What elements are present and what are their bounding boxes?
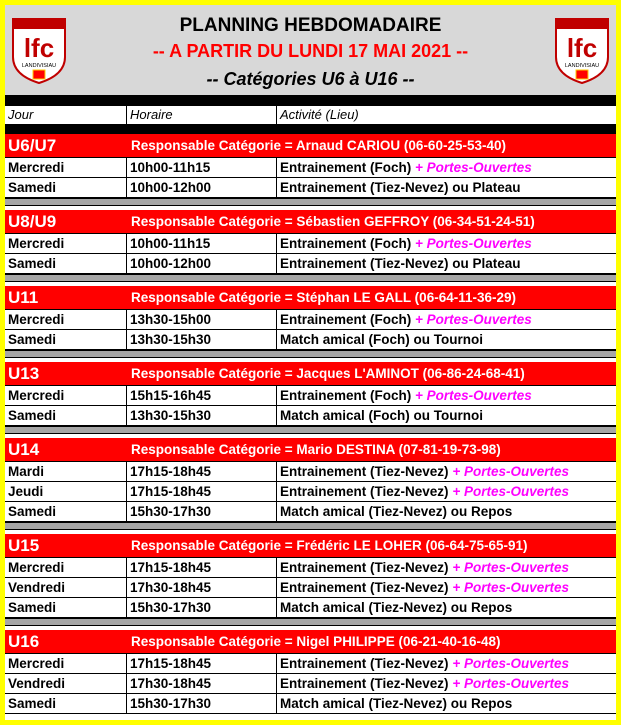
portes-ouvertes-note: + Portes-Ouvertes <box>415 236 532 251</box>
activity-text: Entrainement (Tiez-Nevez) ou Plateau <box>280 180 521 195</box>
category-responsible: Responsable Catégorie = Arnaud CARIOU (06-60-25-53-40) <box>131 138 506 153</box>
time-cell: 13h30-15h00 <box>127 310 277 329</box>
category-name: U16 <box>8 632 40 651</box>
schedule-row <box>5 598 616 618</box>
activity-cell <box>277 558 616 577</box>
day-cell: Samedi <box>5 254 127 273</box>
activity-cell <box>277 254 616 273</box>
portes-ouvertes-note: + Portes-Ouvertes <box>452 676 569 691</box>
portes-ouvertes-note: + Portes-Ouvertes <box>415 160 532 175</box>
category-name: U15 <box>8 536 40 555</box>
category-header <box>5 534 616 558</box>
portes-ouvertes-note: + Portes-Ouvertes <box>452 484 569 499</box>
category-responsible: Responsable Catégorie = Sébastien GEFFROY (06-34-51-24-51) <box>131 214 535 229</box>
column-header-activite: Activité (Lieu) <box>280 107 359 122</box>
activity-cell <box>277 578 616 597</box>
column-header-jour: Jour <box>5 106 127 124</box>
day-cell: Samedi <box>5 178 127 197</box>
portes-ouvertes-note: + Portes-Ouvertes <box>452 560 569 575</box>
category-header <box>5 362 616 386</box>
time-cell: 17h15-18h45 <box>127 558 277 577</box>
logo-lettering: lfc <box>566 33 598 63</box>
category-header <box>5 630 616 654</box>
activity-cell <box>277 654 616 673</box>
portes-ouvertes-note: + Portes-Ouvertes <box>452 656 569 671</box>
time-cell: 15h15-16h45 <box>127 386 277 405</box>
category-responsible: Responsable Catégorie = Frédéric LE LOHER (06-64-75-65-91) <box>131 538 528 553</box>
schedule-row <box>5 178 616 198</box>
block-separator <box>5 618 616 626</box>
time-cell: 10h00-11h15 <box>127 158 277 177</box>
portes-ouvertes-note: + Portes-Ouvertes <box>415 388 532 403</box>
time-cell: 15h30-17h30 <box>127 502 277 521</box>
logo-lettering: lfc <box>23 33 55 63</box>
header-banner <box>5 5 616 95</box>
activity-cell <box>277 406 616 425</box>
time-cell: 17h15-18h45 <box>127 654 277 673</box>
schedule-row <box>5 462 616 482</box>
activity-cell <box>277 502 616 521</box>
block-separator <box>5 426 616 434</box>
category-responsible: Responsable Catégorie = Nigel PHILIPPE (06-21-40-16-48) <box>131 634 501 649</box>
time-cell: 10h00-12h00 <box>127 254 277 273</box>
activity-cell <box>277 674 616 693</box>
activity-text: Entrainement (Foch) <box>280 236 412 251</box>
category-name: U13 <box>8 364 40 383</box>
time-cell: 15h30-17h30 <box>127 598 277 617</box>
time-cell: 17h15-18h45 <box>127 482 277 501</box>
schedule-sheet <box>5 5 616 720</box>
category-header <box>5 134 616 158</box>
category-block-u14 <box>5 438 616 522</box>
category-responsible: Responsable Catégorie = Jacques L'AMINOT (06-86-24-68-41) <box>131 366 525 381</box>
activity-text: Entrainement (Tiez-Nevez) <box>280 676 449 691</box>
schedule-row <box>5 310 616 330</box>
category-name: U11 <box>8 288 39 307</box>
club-logo-left <box>9 13 69 85</box>
day-cell: Mercredi <box>5 310 127 329</box>
activity-text: Match amical (Tiez-Nevez) ou Repos <box>280 504 513 519</box>
schedule-row <box>5 330 616 350</box>
activity-text: Match amical (Foch) ou Tournoi <box>280 332 484 347</box>
portes-ouvertes-note: + Portes-Ouvertes <box>452 580 569 595</box>
time-cell: 17h30-18h45 <box>127 578 277 597</box>
categories-heading: -- Catégories U6 à U16 -- <box>206 69 415 89</box>
schedule-row <box>5 386 616 406</box>
block-separator <box>5 198 616 206</box>
page-title: PLANNING HEBDOMADAIRE <box>179 15 442 36</box>
block-separator <box>5 522 616 530</box>
day-cell: Vendredi <box>5 674 127 693</box>
category-block-u16 <box>5 630 616 714</box>
time-cell: 17h30-18h45 <box>127 674 277 693</box>
category-responsible: Responsable Catégorie = Mario DESTINA (07-81-19-73-98) <box>131 442 501 457</box>
category-responsible: Responsable Catégorie = Stéphan LE GALL (06-64-11-36-29) <box>131 290 516 305</box>
day-cell: Samedi <box>5 598 127 617</box>
day-cell: Mardi <box>5 462 127 481</box>
activity-cell <box>277 482 616 501</box>
activity-text: Entrainement (Tiez-Nevez) ou Plateau <box>280 256 521 271</box>
category-block-u6-u7 <box>5 134 616 198</box>
activity-cell <box>277 178 616 197</box>
activity-cell <box>277 310 616 329</box>
schedule-row <box>5 674 616 694</box>
category-name: U8/U9 <box>8 212 57 231</box>
svg-text:LANDIVISIAU: LANDIVISIAU <box>564 63 600 69</box>
time-cell: 17h15-18h45 <box>127 462 277 481</box>
page-subtitle: -- A PARTIR DU LUNDI 17 MAI 2021 -- <box>152 41 469 61</box>
schedule-row <box>5 578 616 598</box>
svg-text:LANDIVISIAU: LANDIVISIAU <box>21 63 57 69</box>
day-cell: Mercredi <box>5 234 127 253</box>
time-cell: 13h30-15h30 <box>127 330 277 349</box>
category-block-u8-u9 <box>5 210 616 274</box>
day-cell: Mercredi <box>5 654 127 673</box>
club-logo-right <box>552 13 612 85</box>
schedule-row <box>5 502 616 522</box>
activity-text: Entrainement (Foch) <box>280 388 412 403</box>
column-divider <box>5 124 616 134</box>
activity-cell <box>277 598 616 617</box>
day-cell: Samedi <box>5 502 127 521</box>
activity-text: Entrainement (Tiez-Nevez) <box>280 656 449 671</box>
schedule-row <box>5 694 616 714</box>
category-name: U6/U7 <box>8 136 57 155</box>
schedule-row <box>5 558 616 578</box>
portes-ouvertes-note: + Portes-Ouvertes <box>415 312 532 327</box>
time-cell: 15h30-17h30 <box>127 694 277 713</box>
schedule-row <box>5 654 616 674</box>
day-cell: Mercredi <box>5 386 127 405</box>
activity-cell <box>277 386 616 405</box>
column-header-horaire: Horaire <box>127 106 277 124</box>
time-cell: 10h00-11h15 <box>127 234 277 253</box>
header-divider <box>5 95 616 105</box>
category-block-u11 <box>5 286 616 350</box>
day-cell: Samedi <box>5 406 127 425</box>
category-header <box>5 286 616 310</box>
activity-text: Entrainement (Tiez-Nevez) <box>280 580 449 595</box>
schedule-row <box>5 406 616 426</box>
category-header <box>5 438 616 462</box>
column-headers <box>5 105 616 125</box>
activity-cell <box>277 330 616 349</box>
day-cell: Mercredi <box>5 158 127 177</box>
day-cell: Samedi <box>5 694 127 713</box>
schedule-row <box>5 158 616 178</box>
category-name: U14 <box>8 440 40 459</box>
block-separator <box>5 350 616 358</box>
activity-cell <box>277 234 616 253</box>
category-block-u13 <box>5 362 616 426</box>
day-cell: Vendredi <box>5 578 127 597</box>
category-block-u15 <box>5 534 616 618</box>
portes-ouvertes-note: + Portes-Ouvertes <box>452 464 569 479</box>
activity-text: Entrainement (Tiez-Nevez) <box>280 560 449 575</box>
activity-text: Entrainement (Tiez-Nevez) <box>280 484 449 499</box>
category-header <box>5 210 616 234</box>
day-cell: Jeudi <box>5 482 127 501</box>
activity-cell <box>277 694 616 713</box>
schedule-row <box>5 234 616 254</box>
activity-cell <box>277 462 616 481</box>
activity-text: Match amical (Foch) ou Tournoi <box>280 408 484 423</box>
day-cell: Samedi <box>5 330 127 349</box>
schedule-row <box>5 482 616 502</box>
day-cell: Mercredi <box>5 558 127 577</box>
activity-text: Entrainement (Foch) <box>280 160 412 175</box>
activity-text: Match amical (Tiez-Nevez) ou Repos <box>280 600 513 615</box>
time-cell: 13h30-15h30 <box>127 406 277 425</box>
activity-cell <box>277 158 616 177</box>
time-cell: 10h00-12h00 <box>127 178 277 197</box>
activity-text: Match amical (Tiez-Nevez) ou Repos <box>280 696 513 711</box>
block-separator <box>5 274 616 282</box>
activity-text: Entrainement (Foch) <box>280 312 412 327</box>
schedule-row <box>5 254 616 274</box>
activity-text: Entrainement (Tiez-Nevez) <box>280 464 449 479</box>
